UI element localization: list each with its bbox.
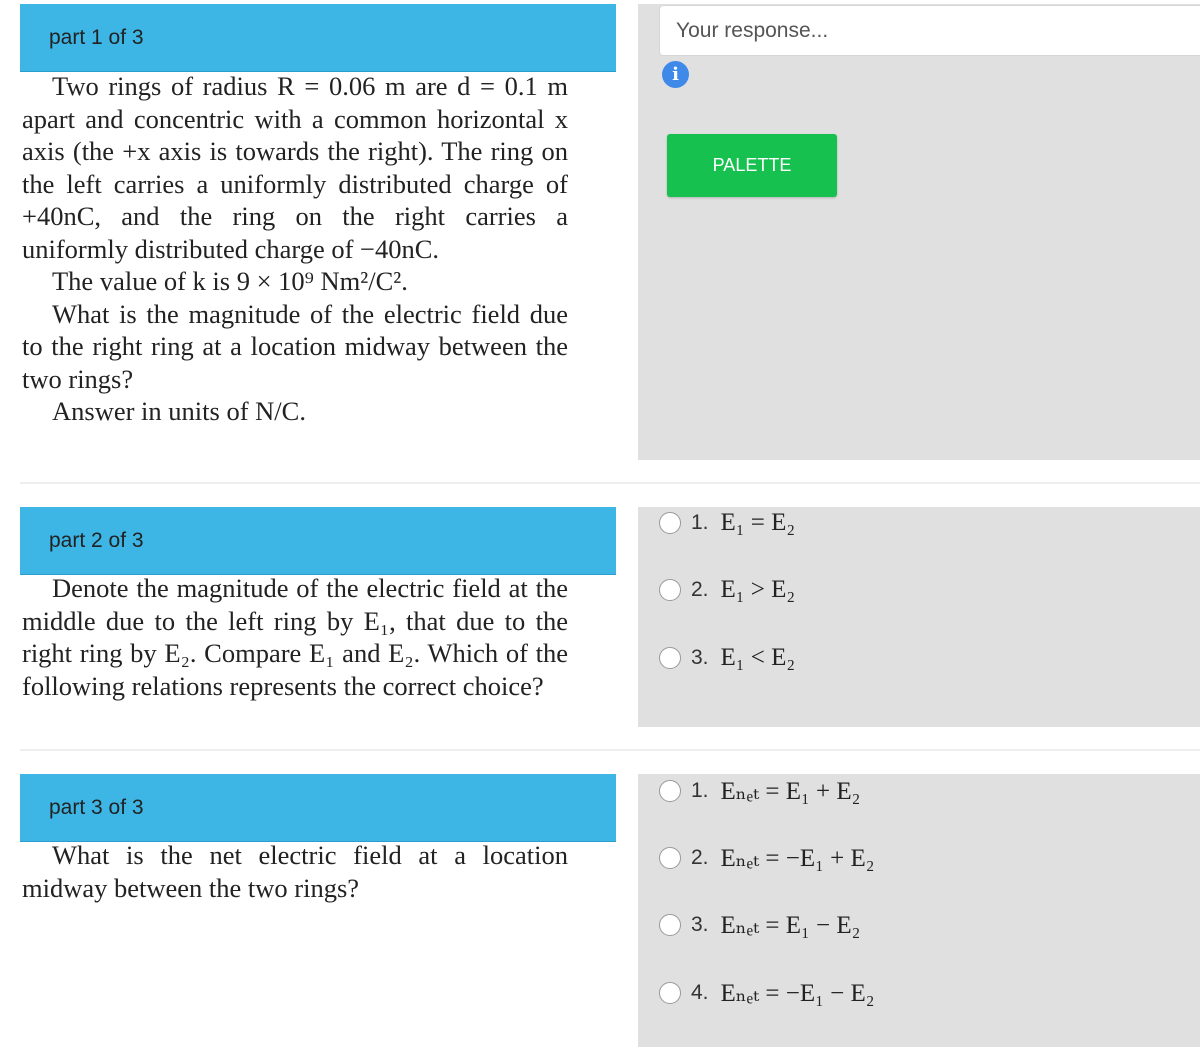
part-2-answer-panel [638, 507, 1200, 727]
radio-button[interactable] [659, 512, 681, 534]
part-3-header-label: part 3 of 3 [49, 795, 144, 819]
part-3-choice-2[interactable] [659, 843, 874, 873]
radio-button[interactable] [659, 647, 681, 669]
choice-number: 4. [691, 981, 709, 1004]
part-3-choice-3[interactable] [659, 910, 860, 940]
part-2-choice-2[interactable] [659, 575, 795, 605]
radio-button[interactable] [659, 780, 681, 802]
part-1-header [20, 4, 616, 72]
part-2-choice-1[interactable] [659, 508, 795, 538]
choice-expression: E₁ = E₂ [720, 509, 796, 536]
section-divider [20, 749, 1200, 751]
choice-expression: E₁ > E₂ [720, 576, 796, 603]
part-2-choice-3[interactable] [659, 643, 795, 673]
choice-expression: E₁ < E₂ [720, 644, 796, 671]
response-input[interactable] [659, 5, 1200, 56]
choice-number: 3. [691, 913, 709, 936]
part-1-question-paragraph: The value of k is 9 × 10⁹ Nm²/C². [52, 266, 408, 296]
part-2-question-paragraph: Denote the magnitude of the electric field at the middle due to the left ring by E₁, that due to the right ring by E₂. Compare E₁ and E₂. Which of the following relations represents the correct choice? [22, 573, 568, 701]
part-3-choice-1[interactable] [659, 776, 860, 806]
radio-button[interactable] [659, 847, 681, 869]
part-1-question-paragraph: What is the magnitude of the electric field due to the right ring at a location midway between the two rings? [22, 298, 568, 394]
section-divider [20, 482, 1200, 484]
choice-expression: Eₙₑₜ = −E₁ + E₂ [720, 845, 875, 872]
part-1-question-paragraph: Answer in units of N/C. [52, 396, 306, 426]
part-1-header-label: part 1 of 3 [49, 25, 144, 49]
radio-button[interactable] [659, 982, 681, 1004]
part-3-question-paragraph: What is the net electric field at a location midway between the two rings? [22, 840, 568, 903]
choice-expression: Eₙₑₜ = −E₁ − E₂ [720, 980, 875, 1007]
palette-button[interactable]: PALETTE [667, 134, 837, 197]
part-2-header-label: part 2 of 3 [49, 528, 144, 552]
radio-button[interactable] [659, 579, 681, 601]
part-1-question [22, 70, 568, 428]
part-3-question [22, 839, 568, 904]
choice-number: 3. [691, 646, 709, 669]
part-3-choice-4[interactable] [659, 978, 874, 1008]
choice-number: 2. [691, 578, 709, 601]
part-1-question-paragraph: Two rings of radius R = 0.06 m are d = 0.1 m apart and concentric with a common horizontal x axis (the +x axis is towards the right). The ring on the left carries a uniformly distributed charge of +40nC, and the ring on the right carries a uniformly distributed charge of −40nC. [22, 71, 568, 264]
info-icon[interactable]: i [662, 61, 689, 88]
choice-expression: Eₙₑₜ = E₁ − E₂ [720, 912, 861, 939]
choice-number: 1. [691, 779, 709, 802]
choice-number: 2. [691, 846, 709, 869]
part-2-question [22, 572, 568, 702]
part-2-header [20, 507, 616, 575]
part-1-answer-panel [638, 4, 1200, 460]
choice-expression: Eₙₑₜ = E₁ + E₂ [720, 778, 861, 805]
choice-number: 1. [691, 511, 709, 534]
radio-button[interactable] [659, 914, 681, 936]
part-3-header [20, 774, 616, 842]
